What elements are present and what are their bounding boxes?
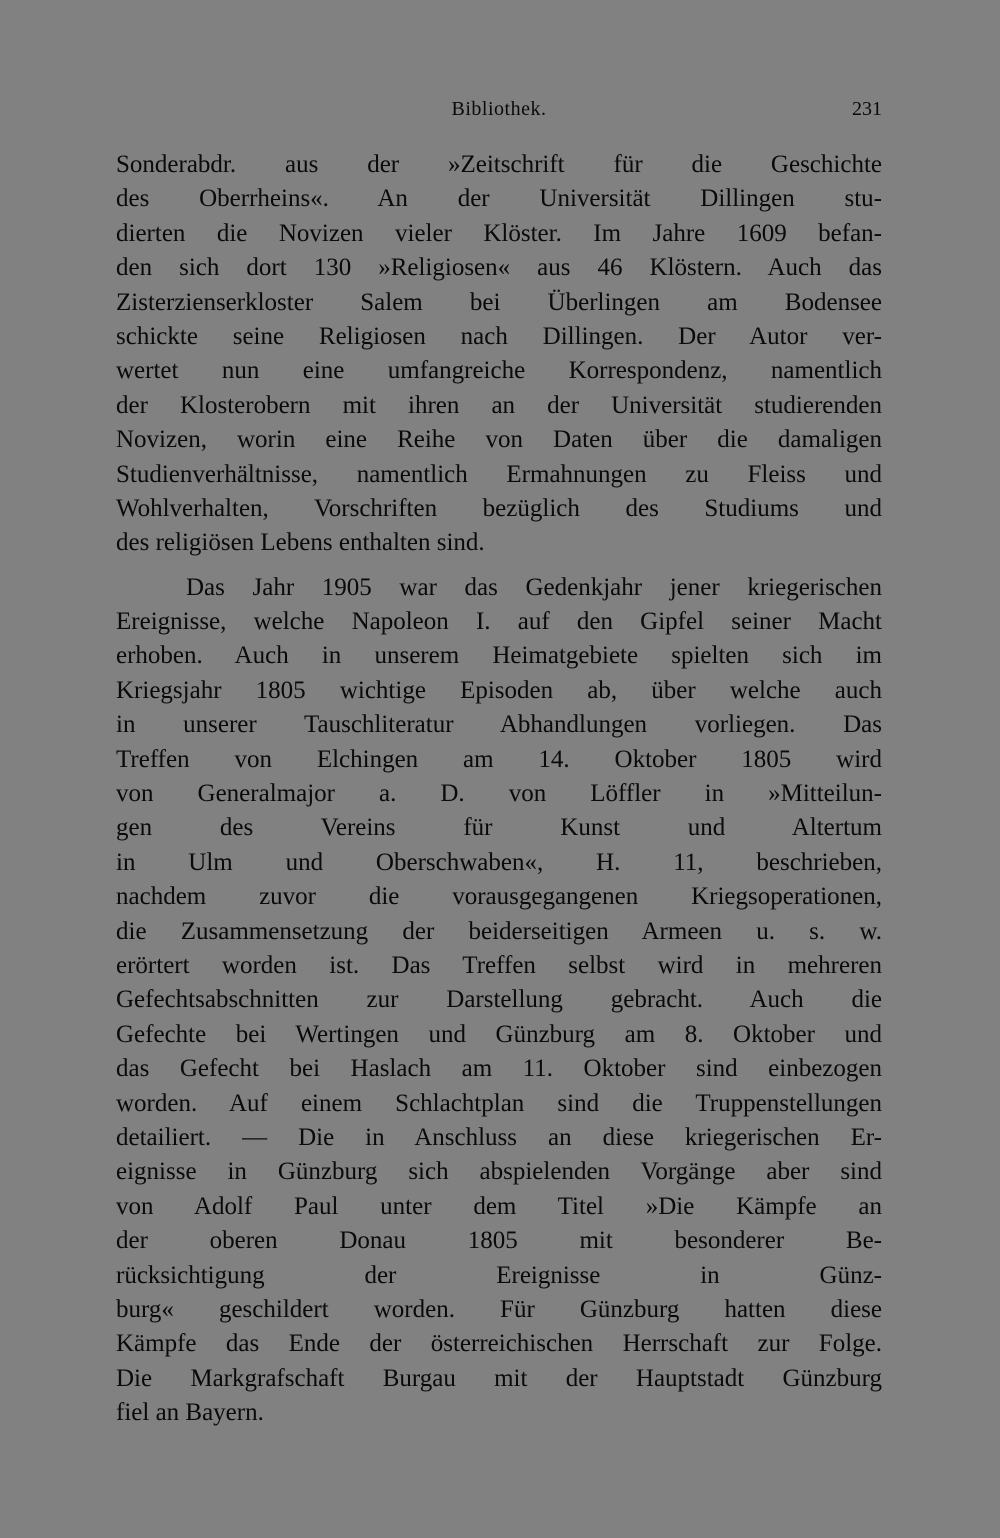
paragraph <box>116 571 882 1431</box>
text-line: Novizen, worin eine Reihe von Daten über die damaligen <box>116 426 882 454</box>
text-line: eignisse in Günzburg sich abspielenden Vorgänge aber sind <box>116 1158 882 1186</box>
text-line: schickte seine Religiosen nach Dillingen. Der Autor ver- <box>116 322 882 350</box>
text-line: von Generalmajor a. D. von Löffler in »Mitteilun- <box>116 780 882 808</box>
text-line: Kämpfe das Ende der österreichischen Herrschaft zur Folge. <box>116 1330 882 1358</box>
text-line: den sich dort 130 »Religiosen« aus 46 Klöstern. Auch das <box>116 254 882 282</box>
text-line: rücksichtigung der Ereignisse in Günz- <box>116 1261 882 1289</box>
running-head <box>116 98 882 128</box>
text-line: worden. Auf einem Schlachtplan sind die Truppenstellungen <box>116 1089 882 1117</box>
text-line: das Gefecht bei Haslach am 11. Oktober sind einbezogen <box>116 1055 882 1083</box>
text-line: Wohlverhalten, Vorschriften bezüglich des Studiums und <box>116 494 882 522</box>
paragraph-gap <box>116 561 882 571</box>
text-line: Gefechtsabschnitten zur Darstellung gebracht. Auch die <box>116 986 882 1014</box>
text-line: Treffen von Elchingen am 14. Oktober 1805 wird <box>116 745 882 773</box>
text-line: Sonderabdr. aus der »Zeitschrift für die Geschichte <box>116 151 882 178</box>
text-line: Das Jahr 1905 war das Gedenkjahr jener kriegerischen <box>186 573 882 601</box>
text-line: burg« geschildert worden. Für Günzburg hatten diese <box>116 1295 882 1323</box>
text-line: erhoben. Auch in unserem Heimatgebiete spielten sich im <box>116 642 882 670</box>
text-line: gen des Vereins für Kunst und Altertum <box>116 814 882 842</box>
text-line: in Ulm und Oberschwaben«, H. 11, beschrieben, <box>116 848 882 876</box>
text-line: detailiert. — Die in Anschluss an diese kriegerischen Er- <box>116 1123 882 1151</box>
text-line: die Zusammensetzung der beiderseitigen Armeen u. s. w. <box>116 917 882 945</box>
text-line: der Klosterobern mit ihren an der Universität studierenden <box>116 391 882 419</box>
page-number: 231 <box>852 98 882 120</box>
text-line: wertet nun eine umfangreiche Korrespondenz, namentlich <box>116 357 882 385</box>
text-line: in unserer Tauschliteratur Abhandlungen vorliegen. Das <box>116 711 882 739</box>
body-text <box>116 148 882 1430</box>
text-line: des Oberrheins«. An der Universität Dillingen stu- <box>116 185 882 213</box>
text-line: fiel an Bayern. <box>116 1399 264 1427</box>
text-line: nachdem zuvor die vorausgegangenen Kriegsoperationen, <box>116 883 882 911</box>
text-line: Zisterzienserkloster Salem bei Überlingen am Bodensee <box>116 288 882 316</box>
text-line: von Adolf Paul unter dem Titel »Die Kämpfe an <box>116 1192 882 1220</box>
text-line: Die Markgrafschaft Burgau mit der Hauptstadt Günzburg <box>116 1364 882 1392</box>
text-line: Studienverhältnisse, namentlich Ermahnungen zu Fleiss und <box>116 460 882 488</box>
text-line: der oberen Donau 1805 mit besonderer Be- <box>116 1227 882 1255</box>
text-line: Gefechte bei Wertingen und Günzburg am 8. Oktober und <box>116 1020 882 1048</box>
text-line: erörtert worden ist. Das Treffen selbst wird in mehreren <box>116 951 882 979</box>
text-line: Ereignisse, welche Napoleon I. auf den Gipfel seiner Macht <box>116 608 882 636</box>
running-title: Bibliothek. <box>451 98 547 120</box>
paragraph <box>116 148 882 561</box>
text-line: dierten die Novizen vieler Klöster. Im Jahre 1609 befan- <box>116 219 882 247</box>
text-line: Kriegsjahr 1805 wichtige Episoden ab, über welche auch <box>116 676 882 704</box>
text-line: des religiösen Lebens enthalten sind. <box>116 529 485 557</box>
